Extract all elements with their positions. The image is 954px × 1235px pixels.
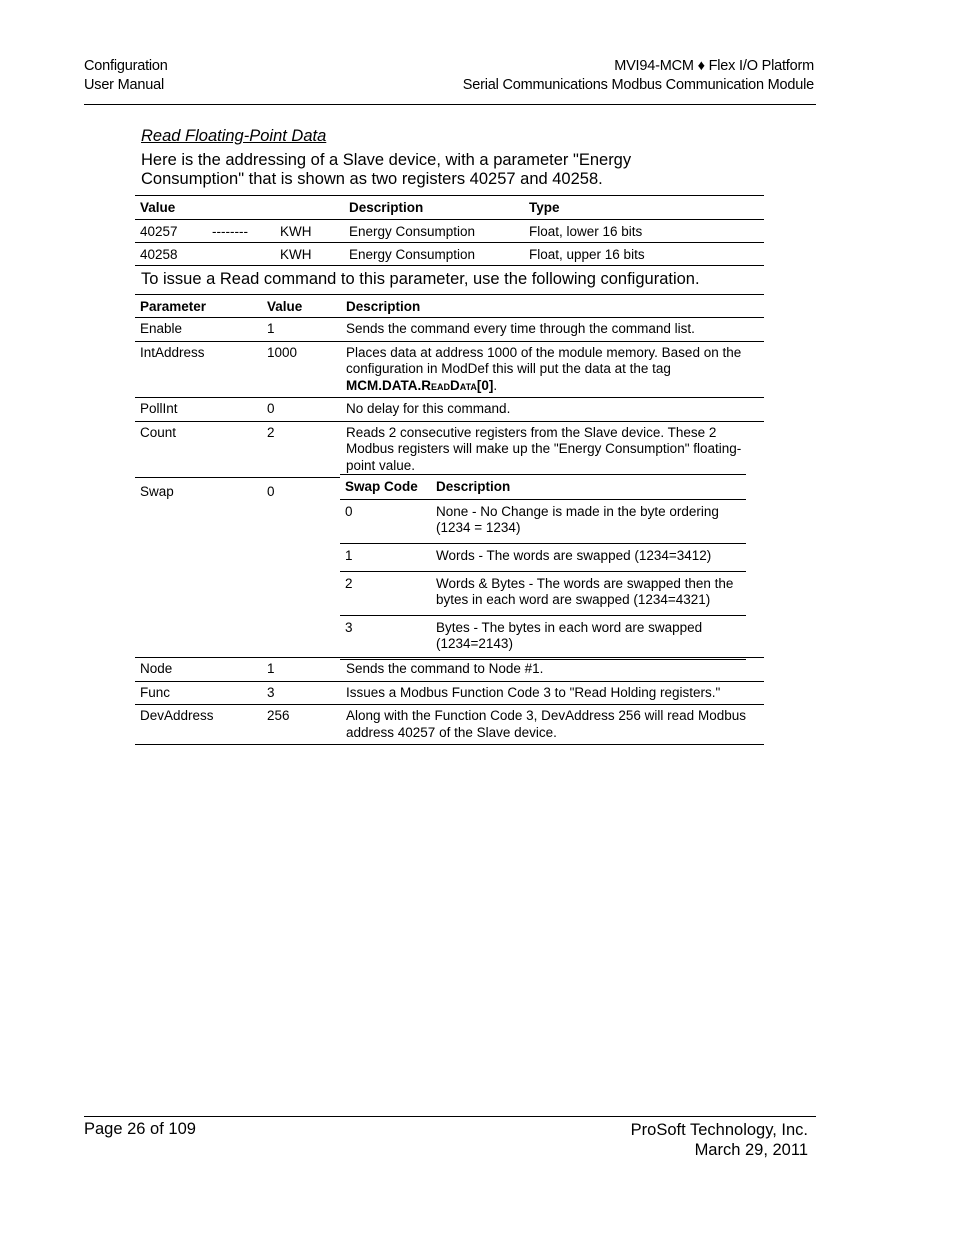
param-value: 256 <box>262 705 340 745</box>
config-intro-paragraph: To issue a Read command to this parameter, use the following configuration. <box>141 270 700 288</box>
table-row <box>340 544 746 572</box>
param-name: Func <box>135 681 262 705</box>
table-row <box>135 421 764 477</box>
tag-member: ReadData <box>421 377 477 393</box>
swap-code: 1 <box>340 544 431 572</box>
col-header-description: Description <box>344 196 523 220</box>
page-number: Page 26 of 109 <box>84 1120 196 1138</box>
swap-code: 0 <box>340 500 431 544</box>
table-row <box>135 398 764 422</box>
swap-description: Words - The words are swapped (1234=3412) <box>431 544 746 572</box>
register-type: Float, upper 16 bits <box>523 243 764 266</box>
swap-code-table <box>340 474 746 660</box>
col-header-type: Type <box>523 196 764 220</box>
config-table <box>135 294 764 745</box>
param-value: 3 <box>262 681 340 705</box>
param-value: 1 <box>262 658 340 682</box>
page-header-right <box>463 57 814 95</box>
footer-date: March 29, 2011 <box>694 1141 808 1159</box>
page-header-left <box>84 57 168 95</box>
tag-tail: . <box>493 377 498 393</box>
register-dash: -------- <box>212 220 280 243</box>
param-value: 0 <box>262 398 340 422</box>
param-name: Node <box>135 658 262 682</box>
swap-header-row <box>340 475 746 500</box>
col-header-description: Description <box>340 295 764 318</box>
col-header-swap-description: Description <box>431 475 746 500</box>
register-description: Energy Consumption <box>344 220 523 243</box>
register-type: Float, lower 16 bits <box>523 220 764 243</box>
table-row <box>340 616 746 660</box>
section-title: Read Floating-Point Data <box>141 127 327 145</box>
param-description: Sends the command every time through the command list. <box>340 318 764 342</box>
table-header-row <box>135 295 764 318</box>
swap-description: Bytes - The bytes in each word are swapped (1234=2143) <box>431 616 746 660</box>
swap-description: Words & Bytes - The words are swapped then the bytes in each word are swapped (1234=4321) <box>431 572 746 616</box>
footer-company: ProSoft Technology, Inc. <box>630 1121 808 1139</box>
table-row <box>135 243 764 266</box>
col-header-value: Value <box>135 196 344 220</box>
intro-paragraph: Here is the addressing of a Slave device, with a parameter "Energy Consumption" that is shown as two registers 40257 and 40258. <box>141 151 632 188</box>
table-row <box>135 705 764 745</box>
page-footer-right <box>631 1120 808 1160</box>
table-row <box>135 220 764 243</box>
col-header-parameter: Parameter <box>135 295 262 318</box>
register-table <box>135 195 764 266</box>
param-description-text: Places data at address 1000 of the module memory. Based on the configuration in ModDef this will put the data at the tag <box>346 344 742 376</box>
param-value: 0 <box>262 477 340 658</box>
tag-prefix: MCM.DATA. <box>346 377 422 393</box>
param-name: Swap <box>135 477 262 658</box>
header-product: MVI94-MCM ♦ Flex I/O Platform <box>614 58 814 74</box>
param-description: Sends the command to Node #1. <box>340 658 764 682</box>
param-value: 2 <box>262 421 340 477</box>
header-rule <box>84 104 816 105</box>
table-row <box>135 318 764 342</box>
table-row <box>135 477 764 658</box>
table-row <box>135 341 764 398</box>
table-row <box>340 500 746 544</box>
swap-description: None - No Change is made in the byte ordering (1234 = 1234) <box>431 500 746 544</box>
tag-index: [0] <box>476 377 494 393</box>
param-name: IntAddress <box>135 341 262 398</box>
register-dash <box>212 243 280 266</box>
header-chapter: Configuration <box>84 58 168 74</box>
param-name: Enable <box>135 318 262 342</box>
swap-code: 2 <box>340 572 431 616</box>
table-row <box>135 681 764 705</box>
register-value: 40258 <box>135 243 212 266</box>
param-description: No delay for this command. <box>340 398 764 422</box>
table-row <box>340 572 746 616</box>
col-header-value: Value <box>262 295 340 318</box>
table-row <box>135 658 764 682</box>
param-description <box>340 341 764 398</box>
param-description: Reads 2 consecutive registers from the Slave device. These 2 Modbus registers will make up the "Energy Consumption" floating-point value. <box>346 424 742 473</box>
param-value: 1000 <box>262 341 340 398</box>
param-name: Count <box>135 421 262 477</box>
footer-rule <box>84 1116 816 1117</box>
register-description: Energy Consumption <box>344 243 523 266</box>
tag-name <box>346 378 493 393</box>
param-description: Along with the Function Code 3, DevAddress 256 will read Modbus address 40257 of the Slave device. <box>340 705 764 745</box>
col-header-swap-code: Swap Code <box>340 475 431 500</box>
header-manual: User Manual <box>84 77 164 93</box>
register-value: 40257 <box>135 220 212 243</box>
param-name: DevAddress <box>135 705 262 745</box>
param-description: Issues a Modbus Function Code 3 to "Read Holding registers." <box>340 681 764 705</box>
table-header-row <box>135 196 764 220</box>
register-unit: KWH <box>280 220 344 243</box>
param-value: 1 <box>262 318 340 342</box>
param-name: PollInt <box>135 398 262 422</box>
register-unit: KWH <box>280 243 344 266</box>
header-module: Serial Communications Modbus Communication Module <box>462 77 814 93</box>
swap-code: 3 <box>340 616 431 660</box>
swap-subtable-cell <box>340 477 764 658</box>
